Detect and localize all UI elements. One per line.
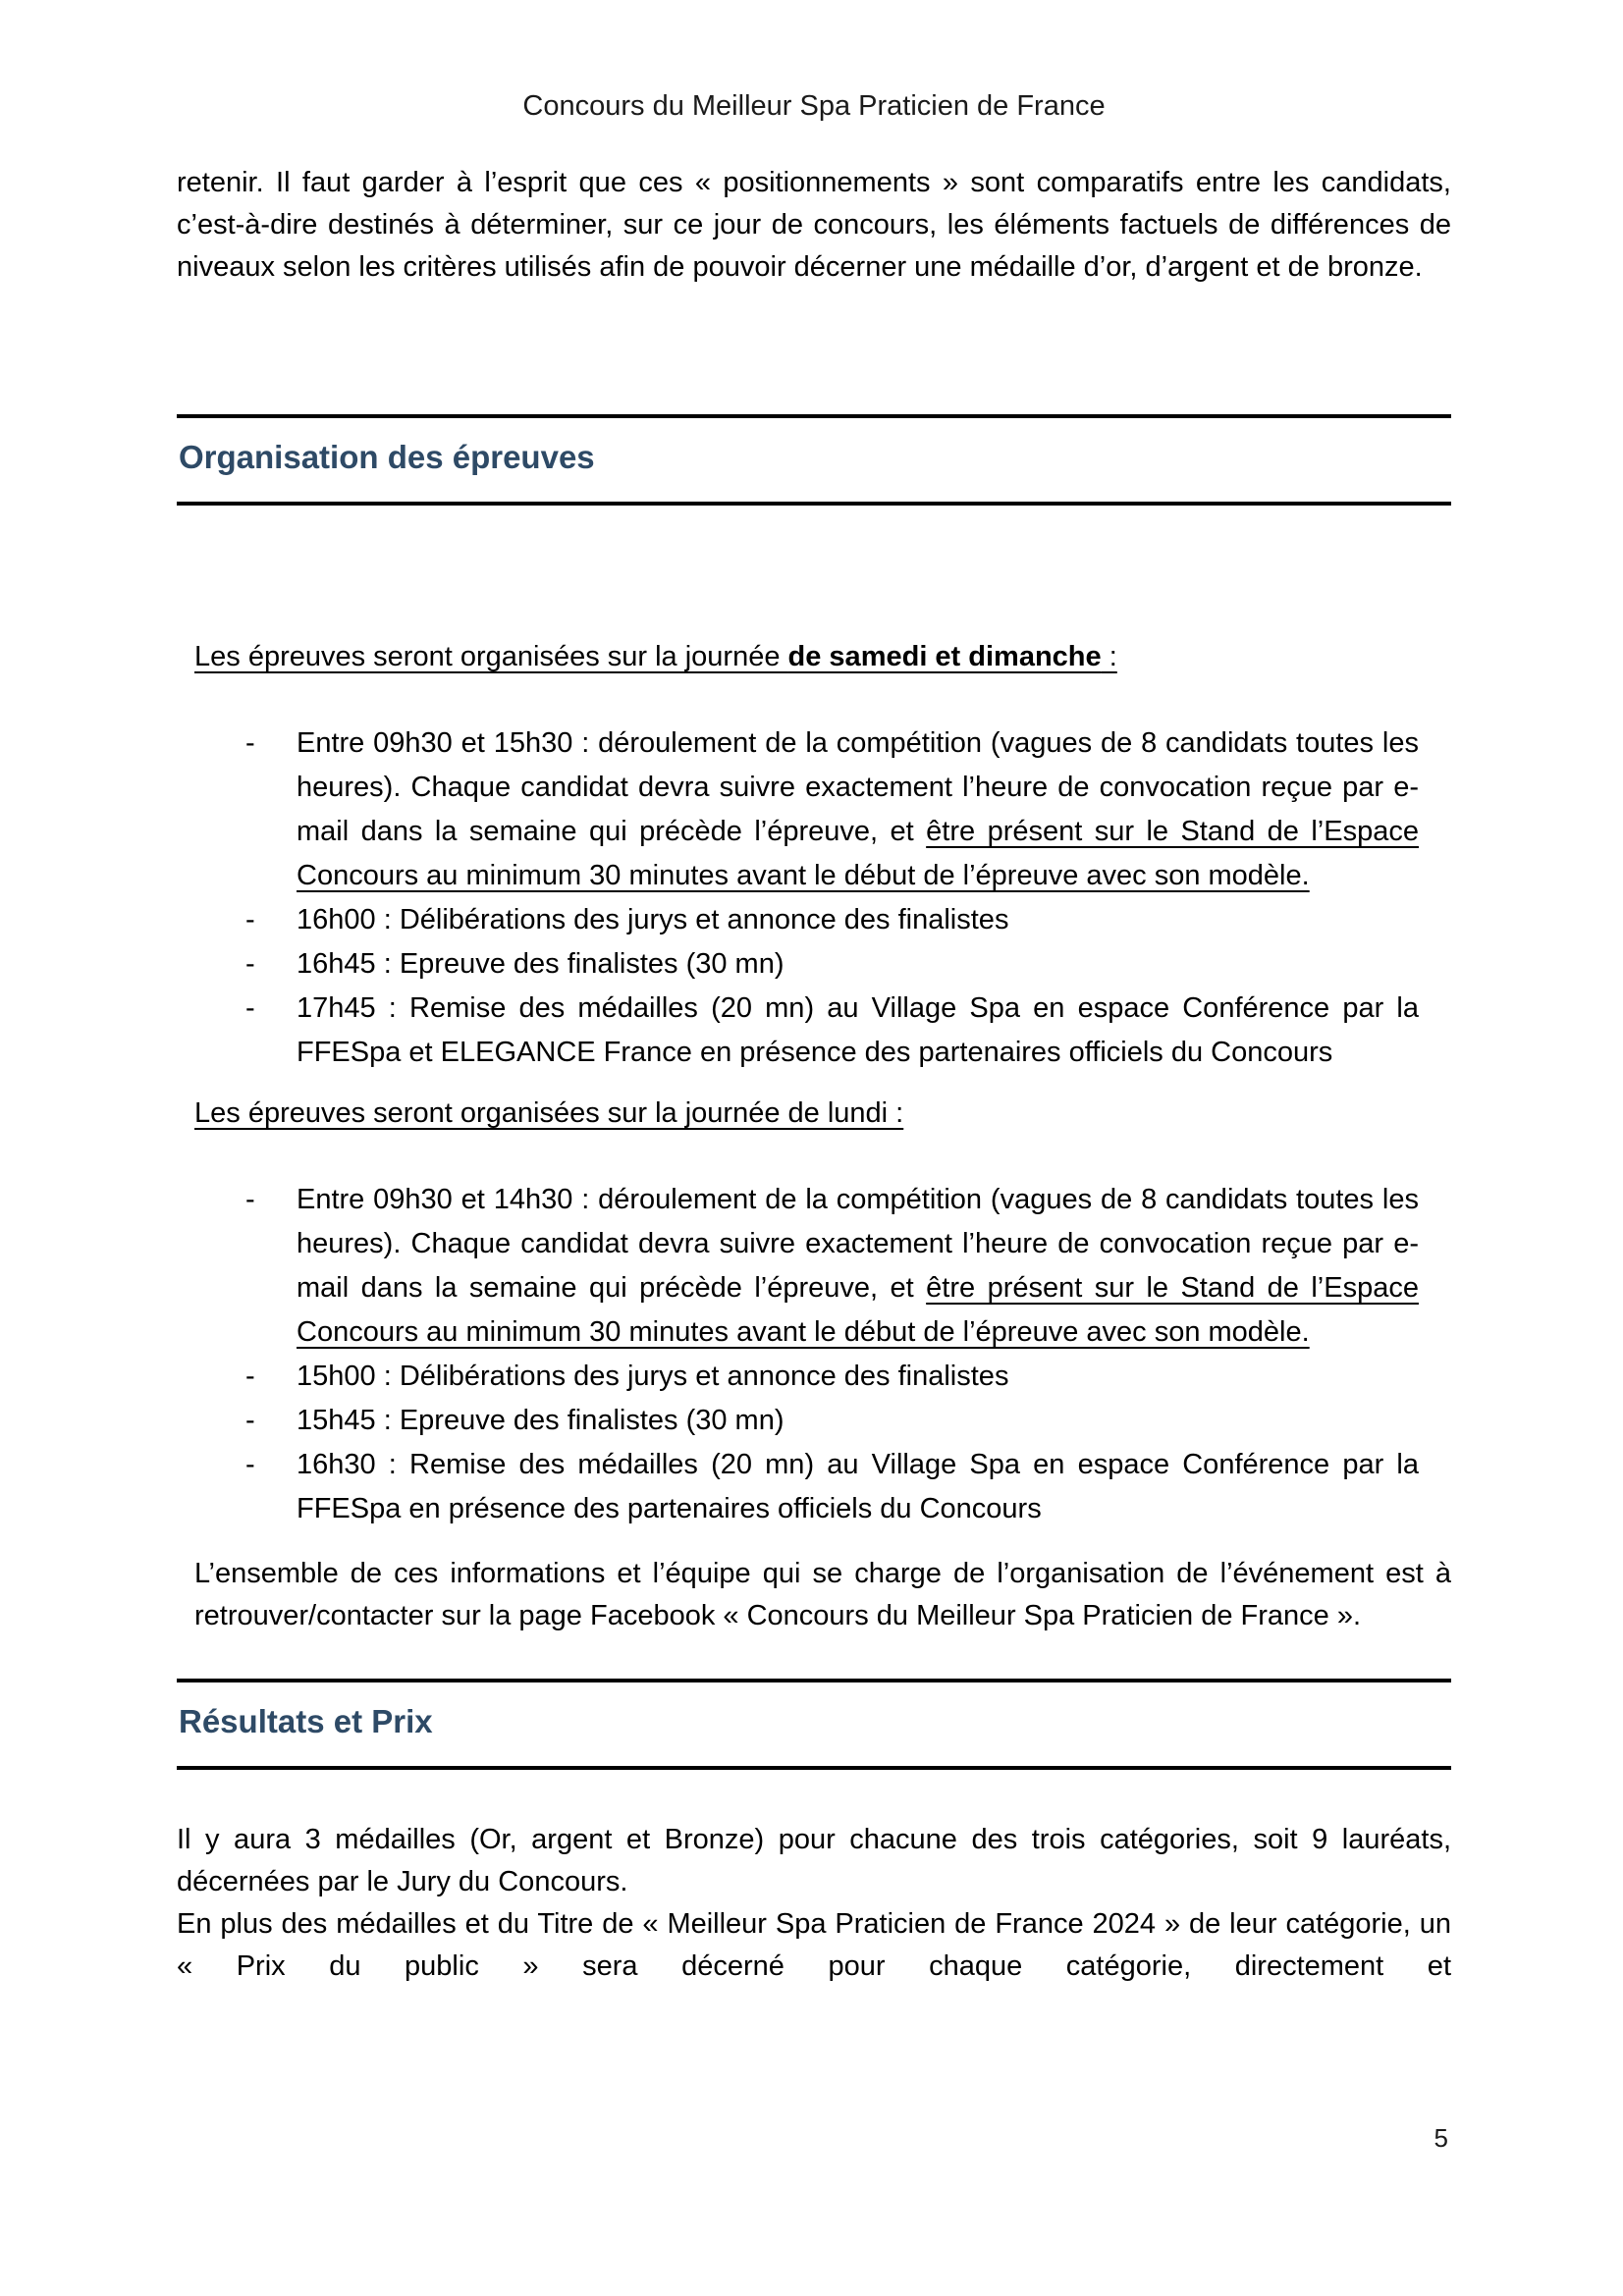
list-item xyxy=(245,942,1419,987)
horizontal-rule xyxy=(177,1679,1451,1682)
list-item xyxy=(245,1399,1419,1443)
bullet-text-underlined: être présent sur le Stand de l’Espace Concours au minimum 30 minutes avant le début de l’épreuve avec son modèle. xyxy=(297,1272,1419,1348)
bullet-text: 16h00 : Délibérations des jurys et annonce des finalistes xyxy=(297,904,1009,935)
bullet-text: 15h00 : Délibérations des jurys et annonce des finalistes xyxy=(297,1361,1009,1392)
results-paragraph-2: En plus des médailles et du Titre de « Meilleur Spa Praticien de France 2024 » de leur catégorie, un « Prix du public » sera décerné pour chaque catégorie, directement et xyxy=(177,1908,1451,1982)
list-item xyxy=(245,1443,1419,1531)
list-item xyxy=(245,1355,1419,1399)
bullet-text: 16h45 : Epreuve des finalistes (30 mn) xyxy=(297,948,784,980)
bullet-marker: - xyxy=(245,992,255,1024)
bullet-text xyxy=(297,1178,1419,1355)
list-item xyxy=(245,721,1419,898)
intro-paragraph: retenir. Il faut garder à l’esprit que ces « positionnements » sont comparatifs entre les candidats, c’est-à-dire destinés à déterminer, sur ce jour de concours, les éléments factuels de différences de niveaux selon les critères utilisés afin de pouvoir décerner une médaille d’or, d’argent et de bronze. xyxy=(177,167,1451,283)
bullet-marker: - xyxy=(245,904,255,935)
document-header-title: Concours du Meilleur Spa Praticien de France xyxy=(522,90,1106,122)
bullet-text: 16h30 : Remise des médailles (20 mn) au Village Spa en espace Conférence par la FFESpa en présence des partenaires officiels du Concours xyxy=(297,1449,1419,1524)
bullet-marker: - xyxy=(245,1184,255,1215)
bullet-text: 15h45 : Epreuve des finalistes (30 mn) xyxy=(297,1405,784,1436)
schedule-heading-monday xyxy=(194,1093,1451,1135)
list-item xyxy=(245,1178,1419,1355)
bullet-text-underlined: être présent sur le Stand de l’Espace Concours au minimum 30 minutes avant le début de l’épreuve avec son modèle. xyxy=(297,816,1419,891)
bullet-marker: - xyxy=(245,1405,255,1436)
schedule-heading-monday-text: Les épreuves seront organisées sur la journée de lundi : xyxy=(194,1097,904,1129)
bullet-marker: - xyxy=(245,948,255,980)
section-resultats-header xyxy=(177,1679,1451,1770)
schedule-heading-weekend xyxy=(194,636,1451,678)
heading-prefix: Les épreuves seront organisées sur la journée xyxy=(194,641,788,672)
bullet-marker: - xyxy=(245,1361,255,1392)
section-title-resultats: Résultats et Prix xyxy=(179,1703,433,1739)
heading-colon: : xyxy=(1101,641,1117,672)
results-paragraph-1: Il y aura 3 médailles (Or, argent et Bronze) pour chacune des trois catégories, soit 9 lauréats, décernées par le Jury du Concours. xyxy=(177,1824,1451,1897)
bullet-marker: - xyxy=(245,727,255,759)
contact-paragraph: L’ensemble de ces informations et l’équipe qui se charge de l’organisation de l’événement est à retrouver/contacter sur la page Facebook « Concours du Meilleur Spa Praticien de France ». xyxy=(194,1558,1451,1631)
schedule-list-monday xyxy=(177,1178,1451,1531)
horizontal-rule xyxy=(177,414,1451,418)
bullet-text: 17h45 : Remise des médailles (20 mn) au Village Spa en espace Conférence par la FFESpa et ELEGANCE France en présence des partenaires officiels du Concours xyxy=(297,992,1419,1068)
section-title-organisation: Organisation des épreuves xyxy=(179,439,595,475)
bullet-text-main: Entre 09h30 et 15h30 : déroulement de la compétition (vagues de 8 candidats toutes les heures). Chaque candidat devra suivre exactement l’heure de convocation reçue par e-mail dans la semaine qui précède l’épreuve, et xyxy=(297,727,1419,847)
list-item xyxy=(245,987,1419,1075)
results-text-block xyxy=(177,1819,1451,1988)
list-item xyxy=(245,898,1419,942)
bullet-text xyxy=(297,721,1419,898)
bullet-text-main: Entre 09h30 et 14h30 : déroulement de la compétition (vagues de 8 candidats toutes les heures). Chaque candidat devra suivre exactement l’heure de convocation reçue par e-mail dans la semaine qui précède l’épreuve, et xyxy=(297,1184,1419,1304)
bullet-marker: - xyxy=(245,1449,255,1480)
horizontal-rule xyxy=(177,502,1451,506)
schedule-heading-weekend-text xyxy=(194,641,1117,672)
section-organisation-header xyxy=(177,414,1451,506)
page-number: 5 xyxy=(1434,2123,1448,2153)
horizontal-rule xyxy=(177,1766,1451,1770)
schedule-list-weekend xyxy=(177,721,1451,1075)
heading-bold-days: de samedi et dimanche xyxy=(787,641,1102,672)
